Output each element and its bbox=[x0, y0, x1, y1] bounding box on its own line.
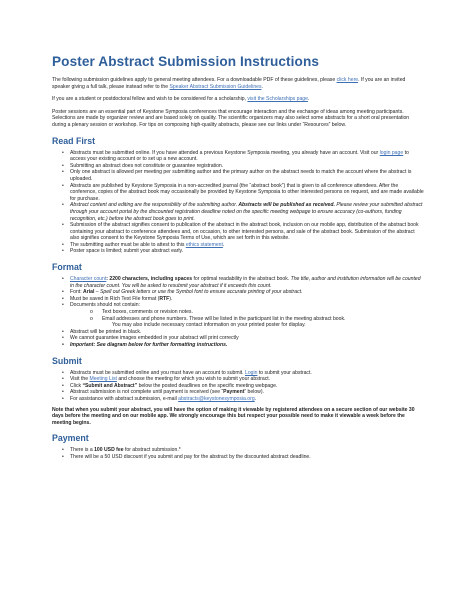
item-text: : 2200 characters, including spaces bbox=[106, 276, 193, 283]
item-text: – Spell out Greek letters or use the Symbol font to ensure accurate printing of your abstract. bbox=[94, 289, 303, 296]
item-text: There is a bbox=[70, 447, 95, 454]
list-item: • Abstract will be printed in black. bbox=[70, 329, 424, 336]
item-text: RTF bbox=[159, 295, 170, 302]
intro-text: The following submission guidelines apply to general meeting attendees. For a downloadable PDF of these guidelines, please bbox=[52, 77, 337, 83]
item-text: Documents should not contain: bbox=[70, 302, 140, 309]
item-text: Abstracts will be published as received. bbox=[237, 202, 335, 209]
list-item: • There will be a 50 USD discount if you submit and pay for the abstract by the discounted abstract deadline. bbox=[70, 454, 424, 461]
list-item bbox=[70, 296, 424, 303]
payment-heading: Payment bbox=[52, 433, 89, 444]
sub-list bbox=[70, 309, 424, 329]
submit-list bbox=[52, 370, 424, 403]
list-item bbox=[70, 289, 424, 296]
list-item: • Only one abstract is allowed per meeting per submitting author and the primary author on the abstract needs to match the account where the abstract is uploaded. bbox=[70, 169, 424, 182]
scholarships-link[interactable]: visit the Scholarships page bbox=[247, 96, 308, 103]
item-text: to submit your abstract. bbox=[257, 369, 312, 376]
character-count-link[interactable]: Character count bbox=[70, 276, 107, 283]
list-item: • We cannot guarantee images embedded in your abstract will print correctly bbox=[70, 335, 424, 342]
read-first-list bbox=[52, 150, 424, 256]
intro-paragraph bbox=[52, 77, 424, 90]
item-text: 100 USD fee bbox=[94, 447, 124, 454]
meeting-list-link[interactable]: Meeting List bbox=[89, 376, 117, 383]
viewable-note: Note that when you submit your abstract, you will have the option of making it viewable by registered attendees on a secure section of our website 30 days before the meeting and on our mobile app. We strongly encourage this but respect your possible need to make it viewable a week before the meeting begins. bbox=[52, 406, 415, 426]
item-text: Visit the bbox=[70, 376, 90, 383]
poster-sessions-paragraph: Poster sessions are an essential part of Keystone Symposia conferences that encourage interaction and the exchange of ideas among meeting participants. Selections are made by organizer review and are based solely on quality. The scientific organizers may also select some abstracts for a short oral presentation during a plenary session or workshop. For tips on composing high-quality abstracts, please see our links under “Resources” below. bbox=[52, 108, 410, 128]
list-item: • Submitting an abstract does not constitute or guarantee registration. bbox=[70, 163, 424, 170]
payment-list bbox=[52, 447, 424, 460]
list-item bbox=[70, 150, 424, 163]
item-text: ). bbox=[169, 295, 173, 302]
list-item bbox=[70, 383, 424, 390]
item-text: Abstracts must be submitted online and you must have an account to submit. bbox=[70, 369, 245, 376]
ethics-statement-link[interactable]: ethics statement bbox=[185, 241, 223, 248]
item-text: The submitting author must be able to attest to this bbox=[70, 241, 186, 248]
item-text: Abstracts must be submitted online. If you have attended a previous Keystone Symposia meeting, you already have an account. Visit our bbox=[70, 149, 380, 156]
item-text: and choose the meeting for which you wish to submit your abstract. bbox=[116, 376, 271, 383]
item-text: ” below). bbox=[244, 389, 264, 396]
item-text: Please review your submitted abstract through your account portal by the discounted registration deadline noted on the specific meeting webpage to ensure accuracy (co-authors, funding recognition, etc.) before the abstract book goes to print. bbox=[70, 202, 423, 222]
list-item bbox=[70, 396, 424, 403]
list-item bbox=[70, 276, 424, 289]
item-text: for abstract submission.* bbox=[123, 447, 181, 454]
item-text: . bbox=[254, 395, 257, 402]
pdf-link[interactable]: click here bbox=[336, 77, 359, 83]
scholarship-paragraph bbox=[52, 96, 424, 103]
list-item bbox=[70, 242, 424, 249]
list-item: • Submission of the abstract signifies consent to publication of the abstract in the abstract book, inclusion on our mobile app, distribution of the abstract book containing your abstract to conference attendees and, on occasion, to other interested persons, and sale of the abstract book. Submission of the abstract also signifies consent to the Keystone Symposia Terms of Use, which are set forth in this website. bbox=[70, 222, 424, 242]
list-item: • Important: See diagram below for further formatting instructions. bbox=[70, 342, 424, 349]
item-text: Click bbox=[70, 382, 83, 389]
item-text: Must be saved in Rich Text File format ( bbox=[70, 295, 160, 302]
intro-text: . bbox=[261, 83, 263, 90]
list-item bbox=[70, 302, 424, 328]
abstracts-email-link[interactable]: abstracts@keystonesymposia.org bbox=[178, 395, 255, 402]
sub-list-item bbox=[102, 316, 424, 329]
item-text: Abstract content and editing are the responsibility of the submitting author. bbox=[70, 202, 238, 209]
item-text: “Submit and Abstract” bbox=[82, 382, 138, 389]
intro-text: . If you are an invited speaker giving a full talk, please instead refer to the bbox=[52, 77, 406, 90]
page-title: Poster Abstract Submission Instructions bbox=[52, 54, 320, 69]
list-item bbox=[70, 370, 424, 377]
list-item: • Abstracts are published by Keystone Symposia in a non-accredited journal (the “abstract book”) that is given to all conference attendees. After the conference, copies of the abstract book may occasionally be provided by Keystone Symposia to other interested persons on request, and are made available for purchase. bbox=[70, 183, 424, 203]
item-text: . bbox=[222, 241, 225, 248]
list-item: • Poster space is limited; submit your abstract early. bbox=[70, 248, 424, 255]
item-text: Font: bbox=[70, 289, 84, 296]
login-link[interactable]: Login bbox=[244, 369, 258, 376]
item-text: Arial bbox=[83, 289, 95, 296]
list-item bbox=[70, 447, 424, 454]
item-note: You may also include necessary contact information on your printed poster for display. bbox=[112, 322, 306, 329]
format-heading: Format bbox=[52, 262, 82, 273]
speaker-guidelines-link[interactable]: Speaker Abstract Submission Guidelines bbox=[169, 83, 262, 90]
item-text: to access your existing account or to set up a new account. bbox=[70, 149, 409, 163]
item-text: Abstract submission is not complete until payment is received (see “ bbox=[70, 389, 224, 396]
sub-list-item: o Text boxes, comments or revision notes. bbox=[102, 309, 424, 316]
item-text: Payment bbox=[223, 389, 245, 396]
list-item bbox=[70, 376, 424, 383]
item-text: The title, author and institution information will be counted in the character count. You will be asked to resubmit your abstract if it exceeds this count. bbox=[70, 276, 421, 289]
item-text: For assistance with abstract submission, e-mail bbox=[70, 395, 179, 402]
scholarship-text: . bbox=[307, 96, 310, 103]
item-text: below the posted deadlines on the specific meeting webpage. bbox=[137, 382, 278, 389]
login-page-link[interactable]: login page bbox=[379, 149, 404, 156]
list-item bbox=[70, 202, 424, 222]
scholarship-text: If you are a student or postdoctoral fellow and wish to be considered for a scholarship, bbox=[52, 96, 248, 103]
list-item bbox=[70, 389, 424, 396]
item-text: Email addresses and phone numbers. These will be listed in the participant list in the meeting abstract book. bbox=[102, 315, 346, 322]
item-text: for optimal readability in the abstract book. bbox=[192, 276, 291, 283]
submit-heading: Submit bbox=[52, 355, 82, 366]
format-list bbox=[52, 276, 424, 349]
read-first-heading: Read First bbox=[52, 135, 96, 146]
